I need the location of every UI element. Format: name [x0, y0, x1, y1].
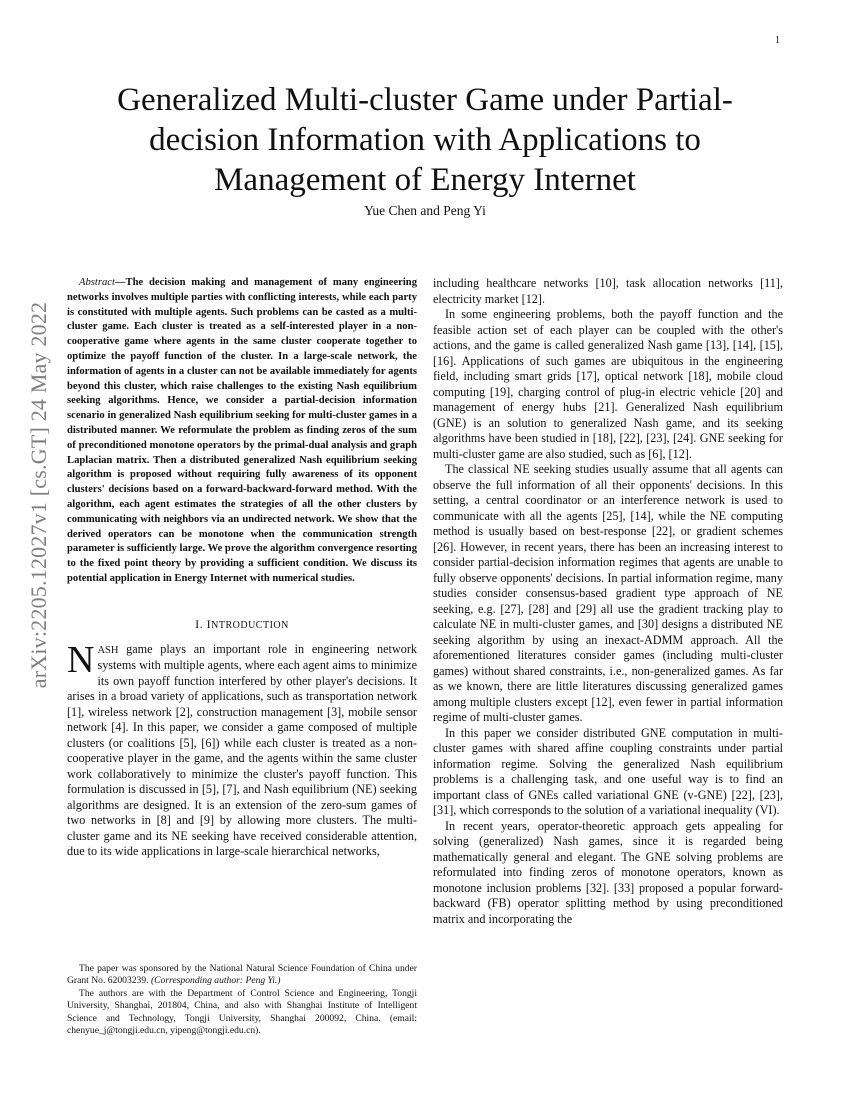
intro-paragraph-3: The classical NE seeking studies usually assume that all agents can observe the full information of all their opponents' decisions. In this setting, a central coordinator or an interference network is used to communicate with all the agents [25], [14], while the NE computing method is usually based on best-response [22], or gradient schemes [26]. However, in recent years, there has been an increasing interest to consider partial-decision information regimes that agents are unable to fully observe opponents' decisions. In partial information regime, many studies consider consensus-based gradient type approach of NE seeking, e.g. [27], [28] and [29] all use the gradient tracking play to calculate NE in multi-cluster games, and [30] designs a distributed NE seeking algorithm by using an inexact-ADMM approach. All the aforementioned literatures consider games (including multi-cluster games) without shared constraints, i.e., non-generalized games. As far as we known, there are little literatures discussing generalized games among multiple clusters except [12], even fewer in partial information regime of multi-cluster games. — [433, 462, 783, 724]
section-numeral: I. — [195, 616, 204, 631]
page-number: 1 — [775, 35, 780, 46]
intro-paragraph-5: In recent years, operator-theoretic approach gets appealing for solving (generalized) Nash games, since it is regarded being mathematically general and elegant. The GNE solving problems are reformulated into finding zeros of monotone operators, known as monotone inclusion problems [32]. [33] proposed a popular forward-backward (FB) operator splitting method by using preconditioned matrix and incorporating the — [433, 818, 783, 926]
abstract-label: Abstract — [79, 277, 115, 288]
footnote-affiliation: The authors are with the Department of Control Science and Engineering, Tongji University, Shanghai, 201804, China, and also with Shanghai Institute of Intelligent Science and Technology, Tongji University, Shanghai 200092, China. (email: chenyue_j@tongji.edu.cn, yipeng@tongji.edu.cn). — [67, 987, 417, 1037]
section-title-rest: NTRODUCTION — [211, 619, 289, 631]
right-column — [433, 276, 783, 927]
intro-paragraph-2: In some engineering problems, both the payoff function and the feasible action set of each player can be coupled with the other's actions, and the game is called generalized Nash game [13], [14], [15], [16]. Applications of such games are ubiquitous in the engineering field, including smart grids [17], optical network [18], mobile cloud computing [19], charging control of plug-in electric vehicle [20] and management of energy hubs [21]. Generalized Nash equilibrium (GNE) is an solution to generalized Nash game, and its seeking algorithms have been studied in [18], [22], [23], [24]. GNE seeking for multi-cluster game are also studied, such as [6], [12]. — [433, 307, 783, 461]
intro-paragraph-1-continued: including healthcare networks [10], task allocation networks [11], electricity market [12]. — [433, 276, 783, 306]
paper-authors: Yue Chen and Peng Yi — [364, 203, 486, 218]
intro-paragraph-4: In this paper we consider distributed GNE computation in multi-cluster games with shared affine coupling constraints under partial information regime. Solving the generalized Nash equilibrium problems is a challenging task, and one useful way is to find an important class of GNEs called variational GNE (v-GNE) [22], [23], [31], which corresponds to the solution of a variational inequality (VI). — [433, 725, 783, 817]
intro-paragraph-1 — [67, 638, 417, 860]
footnote-corresponding-author: (Corresponding author: Peng Yi.) — [150, 975, 281, 987]
paper-title: Generalized Multi-cluster Game under Partial-decision Information with Applications to Management of Energy Internet — [117, 82, 733, 198]
dropcap-letter: N — [67, 638, 95, 681]
section-heading-introduction — [67, 617, 417, 632]
footnote-funding-text: The paper was sponsored by the National Natural Science Foundation of China under Grant No. 62003239. — [67, 963, 417, 987]
section-title-first: I — [206, 616, 212, 631]
abstract-text: —The decision making and management of many engineering networks involves multiple parties with conflicting interests, while each party is constituted with multiple agents. Such problems can be casted as a multi-cluster game. Each cluster is treated as a self-interested player in a non-cooperative game where agents in the same cluster cooperate together to optimize the payoff function of the cluster. In a large-scale network, the information of agents in a cluster can not be available immediately for agents beyond this cluster, which raise challenges to the existing Nash equilibrium seeking algorithms. Hence, we consider a partial-decision information scenario in generalized Nash equilibrium seeking for multi-cluster games in a distributed manner. We reformulate the problem as finding zeros of the sum of preconditioned monotone operators by the primal-dual analysis and graph Laplacian matrix. Then a distributed generalized Nash equilibrium seeking algorithm is proposed without requiring fully awareness of its opponent clusters' decisions based on a forward-backward-forward method. With the algorithm, each agent estimates the strategies of all the other clusters by communicating with neighbors via an undirected network. We show that the derived operators can be monotone when the communication strength parameter is sufficiently large. We prove the algorithm convergence resorting to the fixed point theory by providing a sufficient condition. We discuss its potential application in Energy Internet with numerical studies. — [67, 277, 417, 584]
intro-paragraph-1-text: game plays an important role in engineering network systems with multiple agents, where each agent aims to minimize its own payoff function interfered by other player's decisions. It arises in a broad variety of applications, such as transportation network [1], wireless network [2], construction management [3], mobile sensor network [4]. In this paper, we consider a game composed of multiple clusters (or coalitions [5], [6]) while each cluster is treated as a non-cooperative player in the game, and the agents within the same cluster work collaboratively to minimize the cluster's payoff function. This formulation is discussed in [5], [7], and Nash equilibrium (NE) seeking algorithms are designed. It is an extension of the zero-sum games of two networks in [8] and [9] by allowing more clusters. The multi-cluster game and its NE seeking have received considerable attention, due to its wide applications in large-scale hierarchical networks, — [67, 641, 417, 859]
footnote-funding — [67, 963, 417, 988]
abstract — [67, 276, 417, 587]
arxiv-identifier: arXiv:2205.12027v1 [cs.GT] 24 May 2022 — [26, 301, 51, 689]
footnotes — [67, 963, 417, 1037]
left-column — [67, 276, 417, 860]
arxiv-sidebar — [22, 285, 56, 705]
dropcap-rest: ASH — [97, 644, 119, 656]
